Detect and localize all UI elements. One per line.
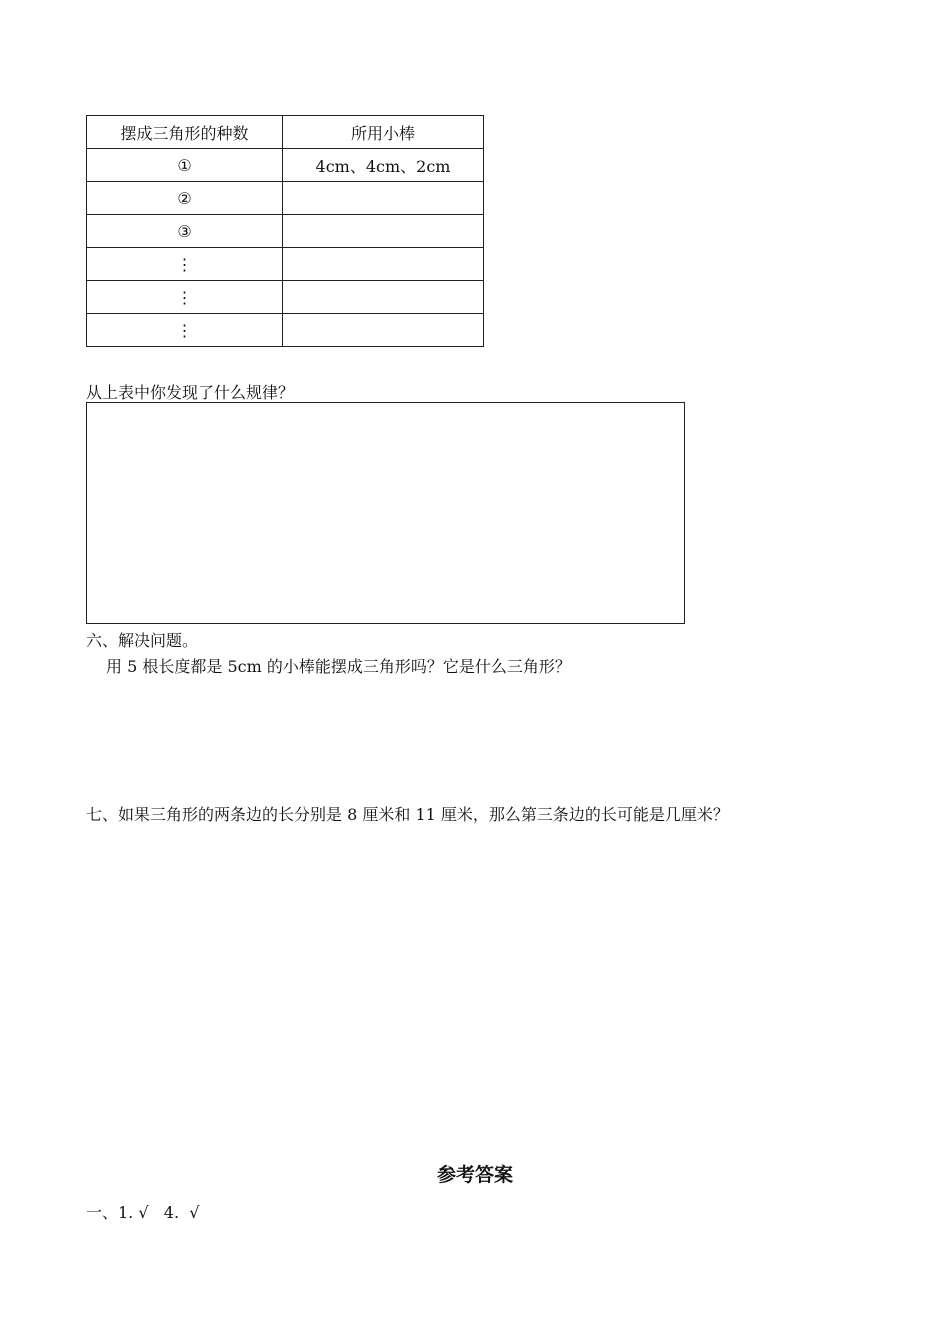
section6-question: 用 5 根长度都是 5cm 的小棒能摆成三角形吗？它是什么三角形？ [106,657,571,676]
table-row [87,215,484,248]
pattern-prompt: 从上表中你发现了什么规律？ [86,383,295,402]
table-cell: ⋮ [87,248,283,281]
answers-line-1: 一、1. √ 4. √ [86,1203,200,1222]
sticks-table [86,115,484,347]
table-cell [283,215,484,248]
pattern-answer-box[interactable] [86,402,685,624]
table-row [87,182,484,215]
table-cell [283,281,484,314]
section6-heading: 六、解决问题。 [86,631,199,650]
table-cell: ⋮ [87,314,283,347]
answers-title: 参考答案 [436,1164,513,1186]
section7-question: 七、如果三角形的两条边的长分别是 8 厘米和 11 厘米，那么第三条边的长可能是几厘米？ [86,805,729,824]
table-cell: ② [87,182,283,215]
table-header-cell: 摆成三角形的种数 [87,116,283,149]
table-header-cell: 所用小棒 [283,116,484,149]
table-row [87,149,484,182]
table-row [87,248,484,281]
table-row [87,314,484,347]
table-cell: ① [87,149,283,182]
table-cell [283,314,484,347]
table-cell: ⋮ [87,281,283,314]
table-row [87,281,484,314]
table-header-row [87,116,484,149]
table-cell [283,248,484,281]
table-cell: 4cm、4cm、2cm [283,149,484,182]
table-cell: ③ [87,215,283,248]
table-cell [283,182,484,215]
